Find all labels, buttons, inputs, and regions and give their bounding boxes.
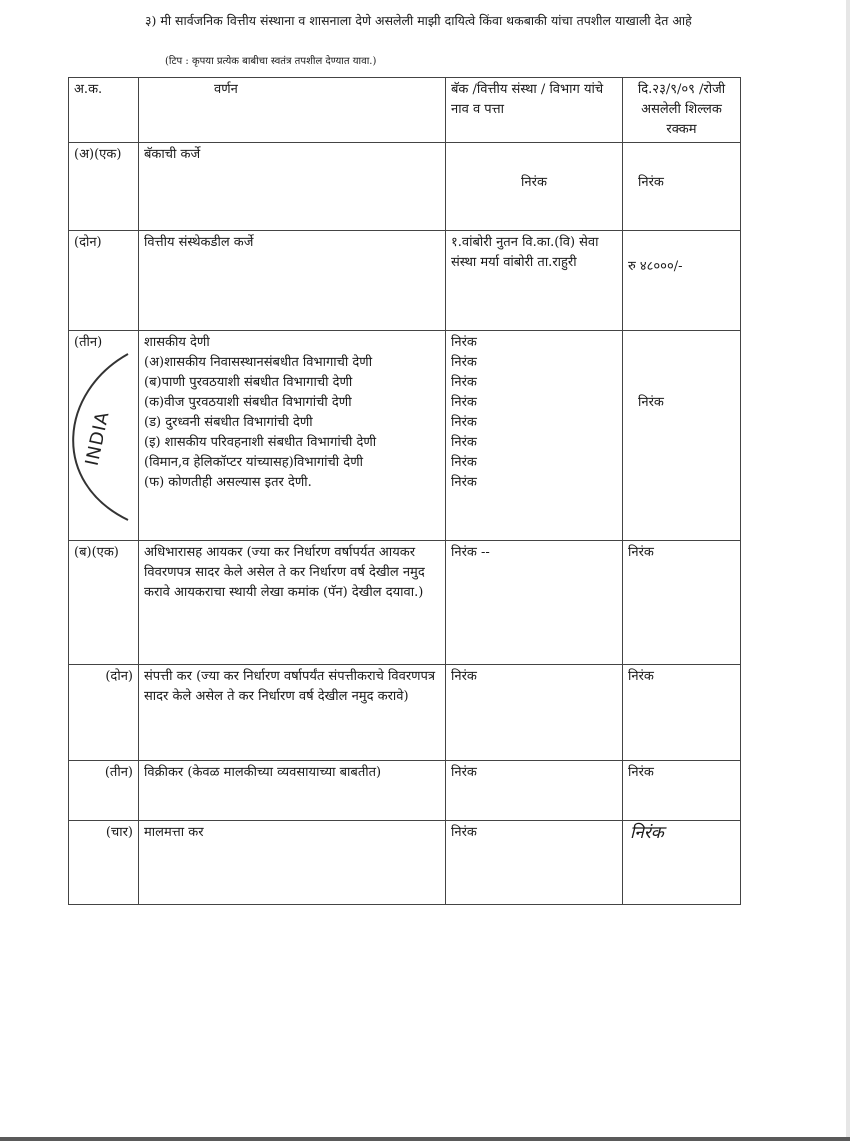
row-bank: निरंक — [446, 143, 623, 231]
scan-border-right — [846, 0, 850, 1141]
row-description: बॅकाची कर्जे — [139, 143, 446, 231]
row-description: वित्तीय संस्थेकडील कर्जे — [139, 231, 446, 331]
row-bank: निरंक निरंक निरंक निरंक निरंक निरंक निरंक निरंक — [446, 331, 623, 541]
instruction-note: (टिप : कृपया प्रत्येक बाबीचा स्वतंत्र तपशील देण्यात यावा.) — [165, 56, 377, 67]
table-row — [69, 821, 741, 905]
row-amount: निरंक — [623, 541, 741, 665]
row-amount: निरंक — [623, 143, 741, 231]
row-amount — [623, 821, 741, 905]
table-row — [69, 143, 741, 231]
row-amount: रु ४८०००/- — [623, 231, 741, 331]
section-heading: ३) मी सार्वजनिक वित्तीय संस्थाना व शासनाला देणे असलेली माझी दायित्वे किंवा थकबाकी यांचा तपशील याखाली देत आहे — [145, 13, 692, 28]
header-bank: बॅक /वित्तीय संस्था / विभाग यांचे नाव व पत्ता — [446, 78, 623, 143]
row-bank: निरंक -- — [446, 541, 623, 665]
scan-border-bottom — [0, 1137, 850, 1141]
row-bank: निरंक — [446, 821, 623, 905]
header-description: वर्णन — [139, 78, 446, 143]
row-serial: (चार) — [69, 821, 139, 905]
table-row — [69, 331, 741, 541]
row-description: अधिभारासह आयकर (ज्या कर निर्धारण वर्षापर्यत आयकर विवरणपत्र सादर केले असेल ते कर निर्धारण वर्ष देखील नमुद करावे आयकराचा स्थायी लेखा कमांक (पॅन) देखील दयावा.) — [139, 541, 446, 665]
row-amount: निरंक — [623, 665, 741, 761]
row-serial: (अ)(एक) — [69, 143, 139, 231]
row-serial: (तीन) — [69, 761, 139, 821]
row-bank: निरंक — [446, 665, 623, 761]
row-bank: निरंक — [446, 761, 623, 821]
row-bank: १.वांबोरी नुतन वि.का.(वि) सेवा संस्था मर्या वांबोरी ता.राहुरी — [446, 231, 623, 331]
handwritten-amount: निरंक — [630, 823, 664, 843]
row-amount: निरंक — [623, 761, 741, 821]
row-serial: (दोन) — [69, 231, 139, 331]
row-description: विक्रीकर (केवळ मालकीच्या व्यवसायाच्या बाबतीत) — [139, 761, 446, 821]
row-serial: (दोन) — [69, 665, 139, 761]
header-amount: दि.२३/९/०९ /रोजी असलेली शिल्लक रक्कम — [623, 78, 741, 143]
rubber-stamp-text: INDIA — [81, 409, 114, 468]
row-description: संपत्ती कर (ज्या कर निर्धारण वर्षापर्यंत संपत्तीकराचे विवरणपत्र सादर केले असेल ते कर निर्धारण वर्ष देखील नमुद करावे) — [139, 665, 446, 761]
table-row — [69, 231, 741, 331]
table-header-row — [69, 78, 741, 143]
header-serial: अ.क. — [69, 78, 139, 143]
table-row — [69, 665, 741, 761]
row-description: शासकीय देणी (अ)शासकीय निवासस्थानसंबधीत विभागाची देणी (ब)पाणी पुरवठयाशी संबधीत विभागाची देणी (क)वीज पुरवठयाशी संबधीत विभागांची देणी (ड) दुरध्वनी संबधीत विभागांची देणी (इ) शासकीय परिवहनाशी संबधीत विभागांची देणी (विमान,व हेलिकॉप्टर यांच्यासह)विभागांची देणी (फ) कोणतीही असल्यास इतर देणी. — [139, 331, 446, 541]
row-amount: निरंक — [623, 331, 741, 541]
row-serial: (तीन) — [69, 331, 139, 541]
table-row — [69, 541, 741, 665]
table-row — [69, 761, 741, 821]
liabilities-table — [68, 77, 741, 905]
row-serial: (ब)(एक) — [69, 541, 139, 665]
row-description: मालमत्ता कर — [139, 821, 446, 905]
